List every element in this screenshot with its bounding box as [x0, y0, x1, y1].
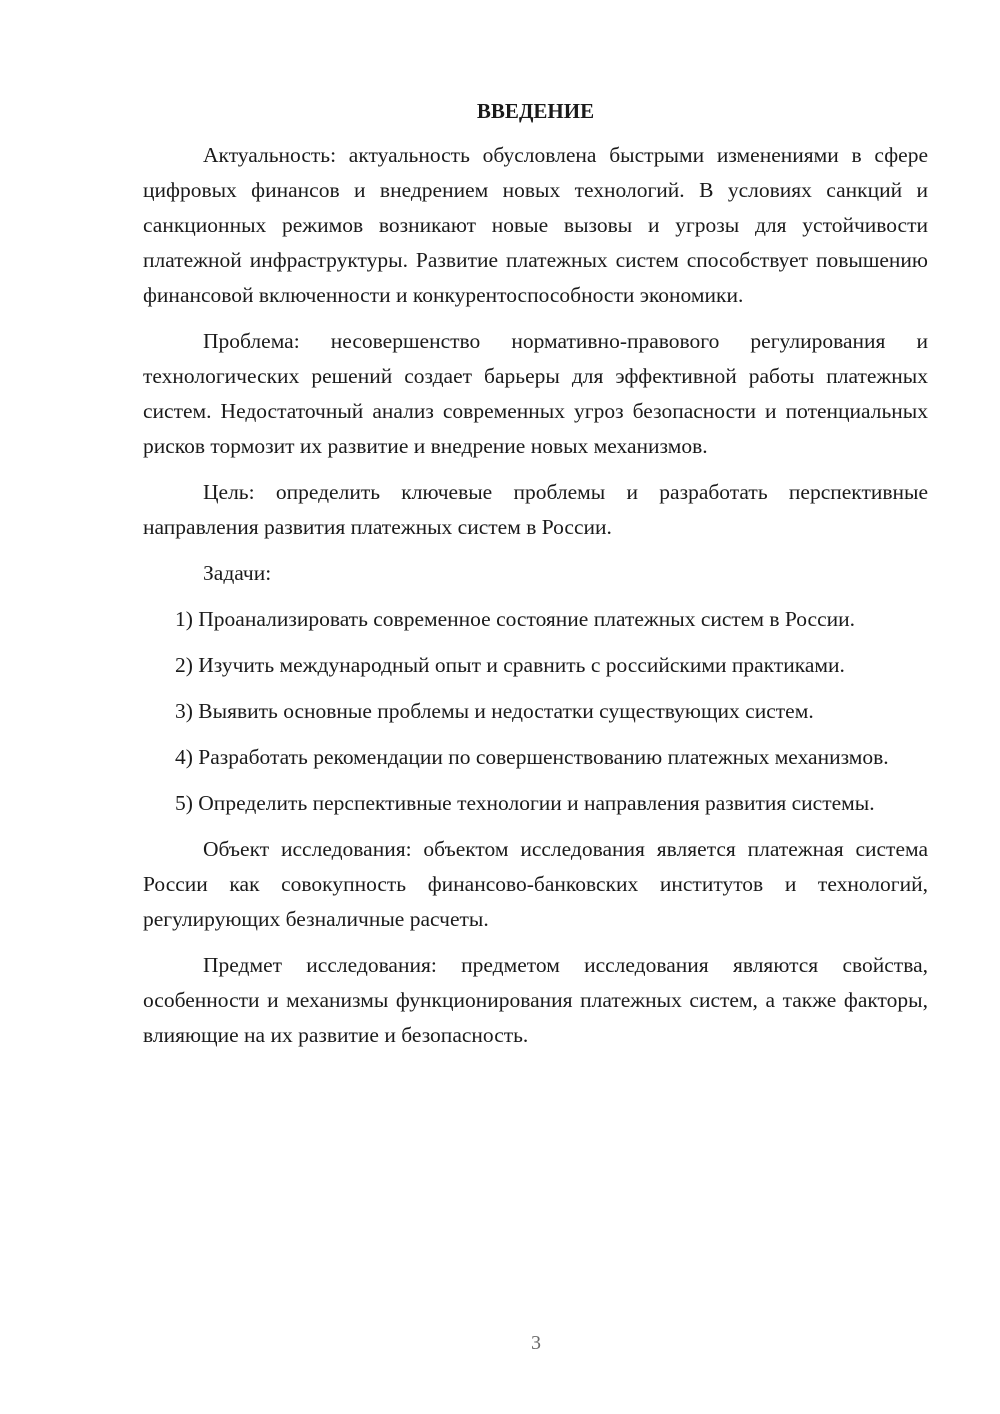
section-title: ВВЕДЕНИЕ [476, 99, 595, 123]
task-item-5: 5) Определить перспективные технологии и направления развития системы. [175, 791, 875, 815]
page-number: 3 [531, 1332, 541, 1354]
subject-paragraph: Предмет исследования: предметом исследования являются свойства, особенности и механизмы функционирования платежных систем, а также факторы, влияющие на их развитие и безопасность. [143, 953, 928, 1047]
task-item-2: 2) Изучить международный опыт и сравнить с российскими практиками. [175, 653, 845, 677]
document-page [143, 94, 928, 1053]
tasks-heading: Задачи: [203, 561, 272, 585]
task-item-1: 1) Проанализировать современное состояние платежных систем в России. [175, 607, 856, 631]
goal-paragraph: Цель: определить ключевые проблемы и разработать перспективные направления развития платежных систем в России. [143, 480, 928, 539]
problem-paragraph: Проблема: несовершенство нормативно-правового регулирования и технологических решений создает барьеры для эффективной работы платежных систем. Недостаточный анализ современных угроз безопасности и потенциальных рисков тормозит их развитие и внедрение новых механизмов. [143, 329, 928, 458]
task-item-3: 3) Выявить основные проблемы и недостатки существующих систем. [175, 699, 814, 723]
relevance-paragraph: Актуальность: актуальность обусловлена быстрыми изменениями в сфере цифровых финансов и внедрением новых технологий. В условиях санкций и санкционных режимов возникают новые вызовы и угрозы для устойчивости платежной инфраструктуры. Развитие платежных систем способствует повышению финансовой включенности и конкурентоспособности экономики. [143, 143, 928, 307]
object-paragraph: Объект исследования: объектом исследования является платежная система России как совокупность финансово-банковских институтов и технологий, регулирующих безналичные расчеты. [143, 837, 928, 931]
task-item-4: 4) Разработать рекомендации по совершенствованию платежных механизмов. [175, 745, 889, 769]
